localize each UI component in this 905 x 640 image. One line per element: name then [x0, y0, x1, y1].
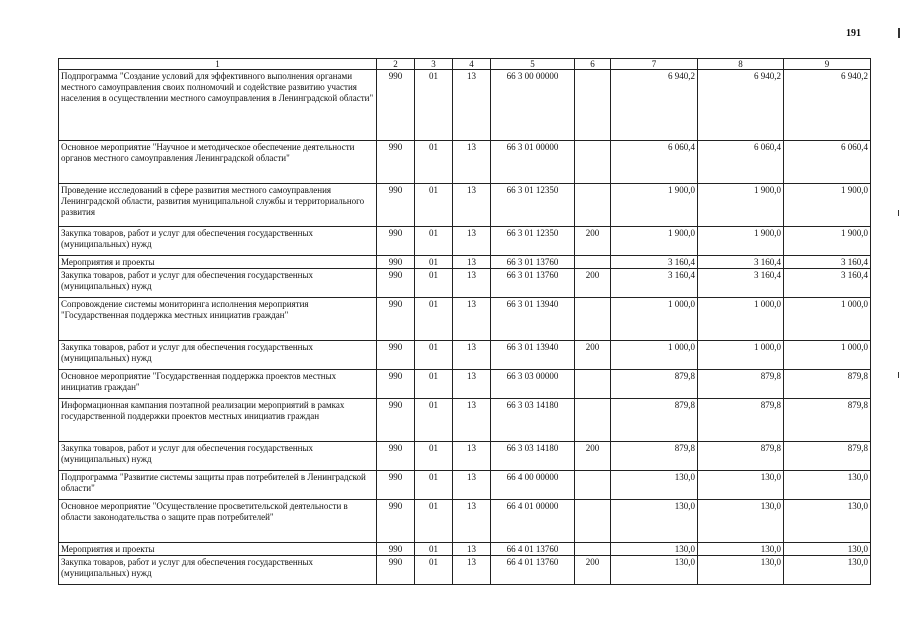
amount-col7-cell: 3 160,4 [611, 256, 698, 269]
table-header-row [59, 59, 871, 70]
amount-col9-cell: 1 000,0 [784, 298, 871, 341]
section-cell: 01 [415, 184, 453, 227]
amount-col8-cell: 3 160,4 [698, 269, 784, 298]
row-name-cell: Подпрограмма "Создание условий для эффективного выполнения органами местного самоуправления своих полномочий и содействие развитию участия населения в осуществлении местного самоуправления в Ленинградской области" [59, 70, 377, 141]
amount-col9-cell: 879,8 [784, 399, 871, 442]
amount-col9-cell: 130,0 [784, 543, 871, 556]
column-header-7: 7 [611, 59, 698, 70]
amount-col9-cell: 3 160,4 [784, 256, 871, 269]
amount-col8-cell: 3 160,4 [698, 256, 784, 269]
row-name-cell: Проведение исследований в сфере развития местного самоуправления Ленинградской области, развития муниципальной службы и территориального развития [59, 184, 377, 227]
target-article-cell: 66 3 01 00000 [491, 141, 575, 184]
row-name-cell: Подпрограмма "Развитие системы защиты прав потребителей в Ленинградской области" [59, 471, 377, 500]
amount-col9-cell: 879,8 [784, 442, 871, 471]
table-row [59, 184, 871, 227]
subsection-cell: 13 [453, 399, 491, 442]
amount-col8-cell: 1 900,0 [698, 227, 784, 256]
row-name-cell: Закупка товаров, работ и услуг для обеспечения государственных (муниципальных) нужд [59, 269, 377, 298]
section-cell: 01 [415, 399, 453, 442]
subsection-cell: 13 [453, 269, 491, 298]
admin-code-cell: 990 [377, 543, 415, 556]
amount-col7-cell: 1 900,0 [611, 184, 698, 227]
amount-col7-cell: 879,8 [611, 399, 698, 442]
table-row [59, 500, 871, 543]
table-row [59, 556, 871, 585]
section-cell: 01 [415, 341, 453, 370]
section-cell: 01 [415, 543, 453, 556]
target-article-cell: 66 3 01 13760 [491, 269, 575, 298]
row-name-cell: Закупка товаров, работ и услуг для обеспечения государственных (муниципальных) нужд [59, 227, 377, 256]
section-cell: 01 [415, 141, 453, 184]
column-header-6: 6 [575, 59, 611, 70]
subsection-cell: 13 [453, 184, 491, 227]
amount-col7-cell: 1 000,0 [611, 298, 698, 341]
subsection-cell: 13 [453, 141, 491, 184]
target-article-cell: 66 4 00 00000 [491, 471, 575, 500]
row-name-cell: Мероприятия и проекты [59, 543, 377, 556]
target-article-cell: 66 3 01 13940 [491, 341, 575, 370]
target-article-cell: 66 4 01 00000 [491, 500, 575, 543]
target-article-cell: 66 3 03 14180 [491, 442, 575, 471]
amount-col7-cell: 130,0 [611, 556, 698, 585]
scan-edge-mark [898, 28, 900, 38]
admin-code-cell: 990 [377, 141, 415, 184]
admin-code-cell: 990 [377, 399, 415, 442]
section-cell: 01 [415, 256, 453, 269]
column-header-4: 4 [453, 59, 491, 70]
amount-col8-cell: 1 000,0 [698, 298, 784, 341]
amount-col9-cell: 879,8 [784, 370, 871, 399]
amount-col9-cell: 130,0 [784, 500, 871, 543]
admin-code-cell: 990 [377, 227, 415, 256]
section-cell: 01 [415, 269, 453, 298]
section-cell: 01 [415, 442, 453, 471]
admin-code-cell: 990 [377, 184, 415, 227]
admin-code-cell: 990 [377, 341, 415, 370]
subsection-cell: 13 [453, 500, 491, 543]
amount-col9-cell: 1 000,0 [784, 341, 871, 370]
target-article-cell: 66 4 01 13760 [491, 556, 575, 585]
subsection-cell: 13 [453, 227, 491, 256]
expense-type-cell [575, 298, 611, 341]
section-cell: 01 [415, 556, 453, 585]
target-article-cell: 66 3 01 12350 [491, 227, 575, 256]
column-header-9: 9 [784, 59, 871, 70]
subsection-cell: 13 [453, 341, 491, 370]
section-cell: 01 [415, 370, 453, 399]
amount-col9-cell: 6 060,4 [784, 141, 871, 184]
subsection-cell: 13 [453, 298, 491, 341]
amount-col7-cell: 879,8 [611, 370, 698, 399]
amount-col7-cell: 6 940,2 [611, 70, 698, 141]
target-article-cell: 66 3 01 12350 [491, 184, 575, 227]
subsection-cell: 13 [453, 556, 491, 585]
admin-code-cell: 990 [377, 70, 415, 141]
row-name-cell: Закупка товаров, работ и услуг для обеспечения государственных (муниципальных) нужд [59, 442, 377, 471]
amount-col7-cell: 3 160,4 [611, 269, 698, 298]
table-row [59, 370, 871, 399]
expense-type-cell [575, 399, 611, 442]
amount-col9-cell: 130,0 [784, 556, 871, 585]
expense-type-cell: 200 [575, 227, 611, 256]
section-cell: 01 [415, 70, 453, 141]
amount-col8-cell: 130,0 [698, 556, 784, 585]
amount-col8-cell: 130,0 [698, 471, 784, 500]
column-header-8: 8 [698, 59, 784, 70]
table-row [59, 269, 871, 298]
section-cell: 01 [415, 500, 453, 543]
row-name-cell: Сопровождение системы мониторинга исполнения мероприятия "Государственная поддержка местных инициатив граждан" [59, 298, 377, 341]
amount-col8-cell: 6 060,4 [698, 141, 784, 184]
admin-code-cell: 990 [377, 442, 415, 471]
amount-col9-cell: 130,0 [784, 471, 871, 500]
budget-table [58, 58, 871, 585]
table-row [59, 543, 871, 556]
admin-code-cell: 990 [377, 556, 415, 585]
subsection-cell: 13 [453, 543, 491, 556]
row-name-cell: Мероприятия и проекты [59, 256, 377, 269]
page-number: 191 [846, 28, 861, 39]
amount-col7-cell: 1 900,0 [611, 227, 698, 256]
amount-col9-cell: 1 900,0 [784, 184, 871, 227]
amount-col8-cell: 879,8 [698, 442, 784, 471]
amount-col7-cell: 130,0 [611, 500, 698, 543]
expense-type-cell: 200 [575, 341, 611, 370]
table-row [59, 442, 871, 471]
target-article-cell: 66 3 01 13940 [491, 298, 575, 341]
expense-type-cell [575, 500, 611, 543]
expense-type-cell [575, 141, 611, 184]
expense-type-cell: 200 [575, 269, 611, 298]
table-body [59, 70, 871, 585]
amount-col8-cell: 130,0 [698, 500, 784, 543]
amount-col8-cell: 1 900,0 [698, 184, 784, 227]
amount-col8-cell: 879,8 [698, 399, 784, 442]
subsection-cell: 13 [453, 442, 491, 471]
expense-type-cell [575, 184, 611, 227]
admin-code-cell: 990 [377, 298, 415, 341]
target-article-cell: 66 3 03 14180 [491, 399, 575, 442]
table-row [59, 298, 871, 341]
row-name-cell: Основное мероприятие "Государственная поддержка проектов местных инициатив граждан" [59, 370, 377, 399]
amount-col8-cell: 130,0 [698, 543, 784, 556]
subsection-cell: 13 [453, 370, 491, 399]
amount-col8-cell: 1 000,0 [698, 341, 784, 370]
table-row [59, 399, 871, 442]
amount-col9-cell: 3 160,4 [784, 269, 871, 298]
table-row [59, 471, 871, 500]
section-cell: 01 [415, 471, 453, 500]
subsection-cell: 13 [453, 471, 491, 500]
row-name-cell: Основное мероприятие "Научное и методическое обеспечение деятельности органов местного самоуправления Ленинградской области" [59, 141, 377, 184]
subsection-cell: 13 [453, 70, 491, 141]
table-row [59, 256, 871, 269]
row-name-cell: Основное мероприятие "Осуществление просветительской деятельности в области законодательства о защите прав потребителей" [59, 500, 377, 543]
amount-col9-cell: 1 900,0 [784, 227, 871, 256]
admin-code-cell: 990 [377, 500, 415, 543]
admin-code-cell: 990 [377, 269, 415, 298]
table-row [59, 341, 871, 370]
section-cell: 01 [415, 298, 453, 341]
column-header-3: 3 [415, 59, 453, 70]
row-name-cell: Закупка товаров, работ и услуг для обеспечения государственных (муниципальных) нужд [59, 341, 377, 370]
target-article-cell: 66 3 01 13760 [491, 256, 575, 269]
scan-edge-mark [898, 210, 899, 216]
amount-col8-cell: 6 940,2 [698, 70, 784, 141]
subsection-cell: 13 [453, 256, 491, 269]
amount-col7-cell: 130,0 [611, 471, 698, 500]
expense-type-cell: 200 [575, 442, 611, 471]
scan-edge-mark [898, 372, 899, 378]
table-row [59, 141, 871, 184]
row-name-cell: Информационная кампания поэтапной реализации мероприятий в рамках государственной поддержки проектов местных инициатив граждан [59, 399, 377, 442]
target-article-cell: 66 4 01 13760 [491, 543, 575, 556]
target-article-cell: 66 3 03 00000 [491, 370, 575, 399]
amount-col7-cell: 1 000,0 [611, 341, 698, 370]
expense-type-cell [575, 70, 611, 141]
expense-type-cell [575, 543, 611, 556]
admin-code-cell: 990 [377, 471, 415, 500]
amount-col7-cell: 6 060,4 [611, 141, 698, 184]
column-header-2: 2 [377, 59, 415, 70]
expense-type-cell [575, 471, 611, 500]
amount-col9-cell: 6 940,2 [784, 70, 871, 141]
table-row [59, 70, 871, 141]
expense-type-cell: 200 [575, 556, 611, 585]
column-header-1: 1 [59, 59, 377, 70]
expense-type-cell [575, 370, 611, 399]
table-row [59, 227, 871, 256]
row-name-cell: Закупка товаров, работ и услуг для обеспечения государственных (муниципальных) нужд [59, 556, 377, 585]
section-cell: 01 [415, 227, 453, 256]
admin-code-cell: 990 [377, 370, 415, 399]
amount-col7-cell: 130,0 [611, 543, 698, 556]
expense-type-cell [575, 256, 611, 269]
target-article-cell: 66 3 00 00000 [491, 70, 575, 141]
admin-code-cell: 990 [377, 256, 415, 269]
amount-col8-cell: 879,8 [698, 370, 784, 399]
amount-col7-cell: 879,8 [611, 442, 698, 471]
column-header-5: 5 [491, 59, 575, 70]
